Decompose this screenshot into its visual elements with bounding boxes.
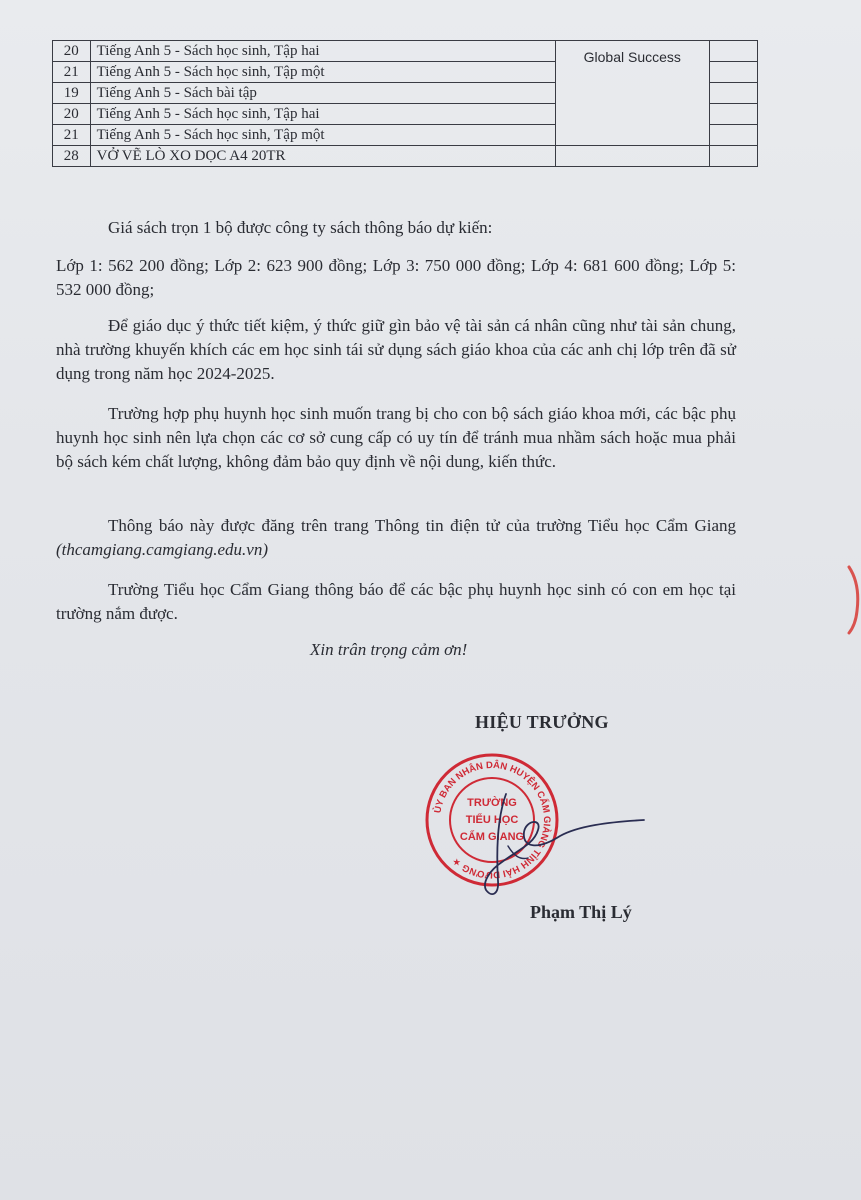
handwritten-signature bbox=[465, 786, 648, 906]
red-edge-mark bbox=[843, 565, 861, 635]
book-title: Tiếng Anh 5 - Sách học sinh, Tập hai bbox=[90, 104, 555, 125]
stamp-line-2: TIỂU HỌC bbox=[465, 814, 519, 826]
stamp-line-1: TRƯỜNG bbox=[467, 797, 517, 809]
publisher-cell: Global Success bbox=[555, 41, 709, 146]
price-intro-text: Giá sách trọn 1 bộ được công ty sách thông báo dự kiến: bbox=[108, 218, 493, 237]
saving-text: Để giáo dục ý thức tiết kiệm, ý thức giữ gìn bảo vệ tài sản cá nhân cũng như tài sản chung, nhà trường khuyến khích các em học sinh tái sử dụng sách giáo khoa của các anh chị lớp trên đã sử dụng trong năm học 2024-2025. bbox=[56, 316, 736, 383]
saving-paragraph bbox=[56, 314, 736, 386]
row-number: 19 bbox=[53, 83, 91, 104]
row-number: 28 bbox=[53, 146, 91, 167]
thanks-line: Xin trân trọng cảm ơn! bbox=[310, 640, 468, 659]
closing-paragraph bbox=[56, 578, 736, 626]
price-list-paragraph: Lớp 1: 562 200 đồng; Lớp 2: 623 900 đồng; Lớp 3: 750 000 đồng; Lớp 4: 681 600 đồng; Lớp 5: 532 000 đồng; bbox=[56, 256, 736, 299]
principal-name: Phạm Thị Lý bbox=[530, 902, 632, 922]
new-books-text: Trường hợp phụ huynh học sinh muốn trang bị cho con bộ sách giáo khoa mới, các bậc phụ huynh học sinh nên lựa chọn các cơ sở cung cấp có uy tín để tránh mua nhầm sách hoặc mua phải bộ sách kém chất lượng, không đảm bảo quy định về nội dung, kiến thức. bbox=[56, 404, 736, 471]
empty-cell bbox=[709, 62, 757, 83]
closing-text: Trường Tiểu học Cẩm Giang thông báo để các bậc phụ huynh học sinh có con em học tại trường nắm được. bbox=[56, 580, 736, 623]
table-row bbox=[53, 41, 758, 62]
book-title: VỞ VẼ LÒ XO DỌC A4 20TR bbox=[90, 146, 555, 167]
posted-paragraph bbox=[56, 514, 736, 562]
empty-cell bbox=[709, 104, 757, 125]
posted-text: Thông báo này được đăng trên trang Thông tin điện tử của trường Tiểu học Cẩm Giang bbox=[108, 516, 736, 535]
book-title: Tiếng Anh 5 - Sách học sinh, Tập một bbox=[90, 125, 555, 146]
row-number: 21 bbox=[53, 62, 91, 83]
principal-title: HIỆU TRƯỞNG bbox=[475, 712, 609, 732]
empty-cell bbox=[555, 146, 709, 167]
empty-cell bbox=[709, 83, 757, 104]
empty-cell bbox=[709, 125, 757, 146]
empty-cell bbox=[709, 41, 757, 62]
stamp-ring-text: ỦY BAN NHÂN DÂN HUYỆN CẨM GIÀNG TỈNH HẢI DƯƠNG ★ bbox=[432, 759, 553, 881]
row-number: 21 bbox=[53, 125, 91, 146]
book-list-table bbox=[52, 40, 758, 167]
book-title: Tiếng Anh 5 - Sách học sinh, Tập hai bbox=[90, 41, 555, 62]
row-number: 20 bbox=[53, 41, 91, 62]
empty-cell bbox=[709, 146, 757, 167]
stamp-line-3: CẨM GIANG bbox=[459, 831, 525, 843]
row-number: 20 bbox=[53, 104, 91, 125]
price-intro-paragraph bbox=[56, 216, 736, 240]
table-row bbox=[53, 146, 758, 167]
book-title: Tiếng Anh 5 - Sách bài tập bbox=[90, 83, 555, 104]
website-link[interactable]: (thcamgiang.camgiang.edu.vn) bbox=[56, 540, 268, 559]
new-books-paragraph bbox=[56, 402, 736, 474]
book-title: Tiếng Anh 5 - Sách học sinh, Tập một bbox=[90, 62, 555, 83]
